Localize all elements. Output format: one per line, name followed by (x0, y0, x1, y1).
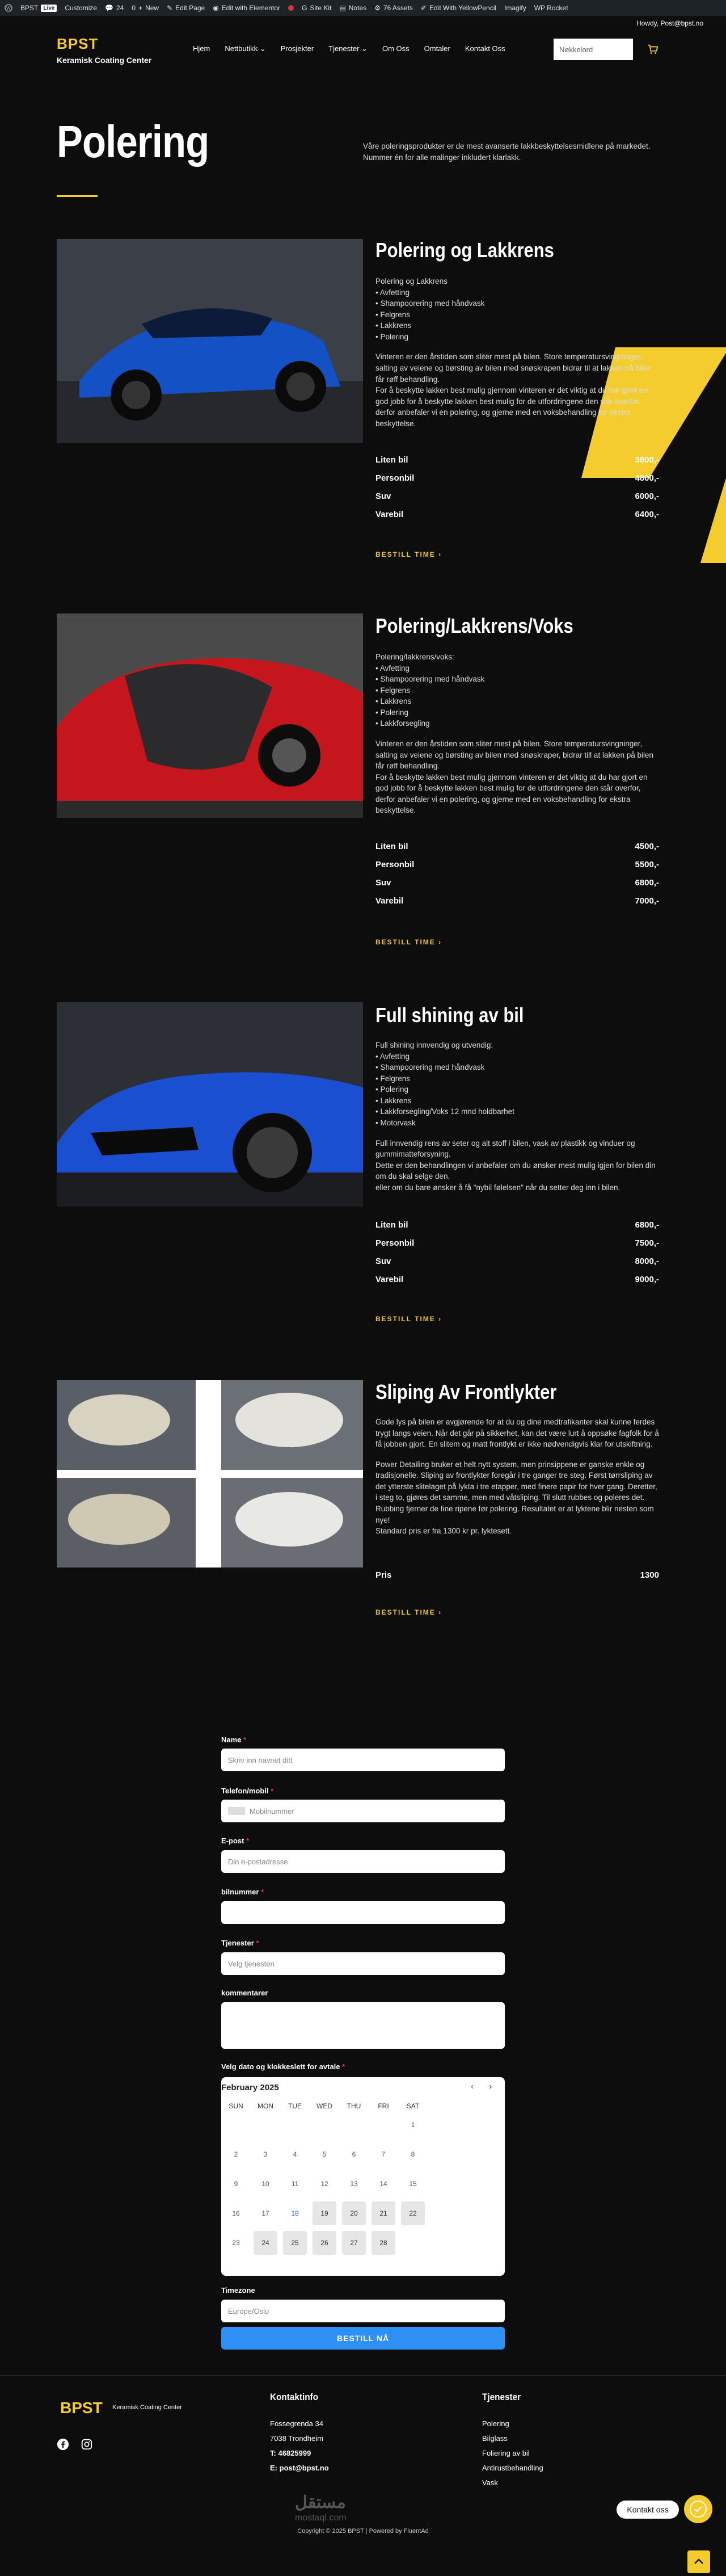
reg-label: bilnummer * (221, 1888, 264, 1896)
price-row: Varebil 6400,- (375, 509, 659, 519)
nav-item-nettbutikk[interactable]: Nettbutikk ⌄ (225, 44, 266, 53)
calendar-empty-cell (224, 2113, 248, 2137)
admin-new-link[interactable]: 0 + New (132, 4, 159, 12)
footer-service-link[interactable]: Foliering av bil (482, 2449, 530, 2457)
product-body: Vinteren er den årstiden som sliter mest på bilen. Store temperatursvingninger, salting av veiene og børsting av bilen med snøskrapen bidrar til at lakken på bilen får røff behandling. For å beskytte lakken best mulig gjennom vinteren er det viktig at du har gjort en god jobb for å beskytte lakken best mulig for de utfordringene den står overfor, derfor anbefaler vi en polering, og gjerne med en voksbehandling for ekstra beskyttelse. (375, 352, 652, 428)
plus-icon: + (138, 4, 143, 12)
price-row: Personbil 7500,- (375, 1238, 659, 1248)
admin-sitekit-link[interactable]: G Site Kit (302, 4, 332, 12)
phone-label: Telefon/mobil * (221, 1787, 274, 1795)
cart-icon[interactable] (647, 43, 659, 56)
footer-logo[interactable]: BPST (60, 2399, 103, 2417)
live-badge: Live (41, 5, 57, 12)
comment-icon: 💬 (105, 4, 113, 12)
comment-textarea[interactable] (221, 2002, 505, 2049)
price-row: Varebil 7000,- (375, 896, 659, 906)
chevron-down-icon: ⌄ (259, 44, 266, 53)
price-row: Liten bil 4500,- (375, 841, 659, 851)
calendar-day: 1 (411, 2121, 415, 2129)
product-title: Polering og Lakkrens (375, 238, 554, 262)
calendar-day: 14 (379, 2180, 387, 2188)
admin-yellowpencil-link[interactable]: ✐ Edit With YellowPencil (420, 4, 497, 12)
nav-item-prosjekter[interactable]: Prosjekter (280, 44, 314, 53)
calendar-day: 9 (234, 2180, 238, 2188)
elementor-icon: ◉ (213, 4, 219, 12)
calendar-day[interactable]: 24 (254, 2231, 277, 2255)
phone-field[interactable]: Mobilnummer (221, 1800, 505, 1822)
footer-service-link[interactable]: Bilglass (482, 2434, 508, 2443)
price-row: Pris 1300 (375, 1570, 659, 1580)
price-row: Suv 6000,- (375, 491, 659, 501)
calendar-day: 4 (293, 2150, 297, 2158)
calendar-day[interactable]: 26 (313, 2231, 336, 2255)
calendar-days (221, 2110, 505, 2258)
product-image-full-shining (57, 1002, 363, 1207)
product-title: Sliping Av Frontlykter (375, 1380, 557, 1403)
product-image-polering (57, 239, 363, 443)
calendar-day[interactable]: 20 (342, 2201, 366, 2225)
flag-dropdown[interactable] (228, 1807, 245, 1815)
calendar-day: 12 (320, 2180, 328, 2188)
calendar-day: 17 (261, 2209, 269, 2217)
calendar-day: 7 (381, 2150, 386, 2158)
nav-item-hjem[interactable]: Hjem (193, 44, 210, 53)
admin-notes-link[interactable]: ▤ Notes (339, 4, 367, 12)
copyright: Copyright © 2025 BPST | Powered by FluentAd (297, 2528, 429, 2535)
product-intro: Gode lys på bilen er avgjørende for at du og dine medtrafikanter skal kunne ferdes trygt langs veien. Når det går på sikkerhet, kan det være lurt å oppsøke fagfolk for å få jobben gjort. En slitem og matt frontlykt er ikke nødvendigvis klar for utskiftning. (375, 1418, 659, 1449)
product-image-frontlykter (57, 1380, 363, 1585)
calendar-month: February 2025 (221, 2083, 279, 2092)
product-description (375, 1417, 659, 1546)
pencil-icon: ✎ (167, 4, 173, 12)
calendar-weekdays: SUN MON TUE WED THU FRI SAT (229, 2102, 420, 2110)
calendar-day[interactable]: 27 (342, 2231, 366, 2255)
footer-service-link[interactable]: Vask (482, 2478, 498, 2487)
product-description (375, 652, 659, 825)
timezone-label: Timezone (221, 2286, 255, 2295)
calendar-day[interactable]: 22 (401, 2201, 425, 2225)
footer-service-link[interactable]: Antirustbehandling (482, 2464, 543, 2472)
admin-howdy[interactable]: Howdy, Post@bpst.no (636, 19, 703, 27)
product-description (375, 1040, 659, 1202)
watermark-logo: مستقل (295, 2493, 346, 2512)
timezone-select[interactable]: Europe/Oslo (221, 2300, 505, 2322)
facebook-icon[interactable] (57, 2438, 69, 2453)
watermark-text: mostaql.com (295, 2513, 347, 2523)
chat-icon[interactable] (684, 2495, 712, 2523)
notes-icon: ▤ (339, 4, 346, 12)
footer-divider (0, 2375, 726, 2376)
email-label: E-post * (221, 1837, 250, 1845)
calendar-day[interactable]: 25 (283, 2231, 307, 2255)
wp-logo-icon[interactable] (5, 4, 12, 12)
admin-assets-link[interactable]: ⚙ 76 Assets (374, 4, 413, 12)
calendar-day: 11 (291, 2180, 299, 2188)
calendar-empty-cell (372, 2113, 395, 2137)
footer-phone[interactable]: 46825999 (278, 2449, 311, 2457)
calendar-widget (221, 2077, 505, 2276)
product-feature-list: Polering/lakkrens/voks: • Avfetting • Shampoorering med håndvask • Felgrens • Lakkrens • Polering • Lakkforsegling (375, 653, 485, 728)
product-title: Polering/Lakkrens/Voks (375, 614, 573, 637)
service-select[interactable]: Velg tjenesten (221, 1952, 505, 1975)
calendar-day: 3 (263, 2150, 268, 2158)
product-image-voks (57, 613, 363, 818)
product-title: Full shining av bil (375, 1003, 524, 1027)
price-row: Personbil 4800,- (375, 473, 659, 483)
name-label: Name * (221, 1735, 247, 1744)
price-row: Liten bil 3800,- (375, 455, 659, 465)
prev-month-icon[interactable]: ‹ (471, 2082, 474, 2091)
calendar-day: 6 (352, 2150, 356, 2158)
site-logo[interactable]: BPST (57, 35, 99, 52)
page-title: Polering (57, 116, 209, 167)
price-table (375, 1566, 659, 1584)
submit-button[interactable]: BESTILL NÅ (221, 2327, 505, 2350)
nav-item-om-oss[interactable]: Om Oss (382, 44, 410, 53)
svg-text:W: W (6, 6, 11, 11)
title-underline (57, 195, 98, 197)
product-body: Power Detailing bruker et helt nytt system, men prinsippene er ganske enkle og tradisjonelle. Sliping av frontlykter foregår i tre ganger tre steg. Først tørrsliping av det ytterste slitelaget på lykta i tre etapper, med finere papir for hver gang. Deretter, i steg to, gjøres det samme, men med våtsliping. Til slutt rubbes og poleres det. Rubbing fjerner de fine ripene før polering. Resultatet er at lyktene blir nesten som nye! Standard pris er fra 1300 kr pr. lyktesett. (375, 1460, 657, 1536)
footer-services-title: Tjenester (482, 2392, 521, 2402)
admin-elementor-link[interactable]: ◉ Edit with Elementor (213, 4, 281, 12)
calendar-day: 15 (409, 2180, 417, 2188)
calendar-day: 13 (350, 2180, 358, 2188)
book-button[interactable]: BESTILL TIME › (375, 1315, 442, 1323)
admin-site-link[interactable]: BPST Live (20, 4, 57, 12)
status-dot-icon (288, 5, 294, 11)
calendar-empty-cell (313, 2113, 336, 2137)
book-button[interactable]: BESTILL TIME › (375, 551, 442, 558)
book-button[interactable]: BESTILL TIME › (375, 938, 442, 946)
admin-red-dot[interactable] (288, 5, 294, 11)
site-logo-subtitle: Keramisk Coating Center (57, 56, 152, 65)
email-field[interactable]: Din e-postadresse (221, 1850, 505, 1873)
instagram-icon[interactable] (81, 2438, 93, 2453)
hero-description: Våre poleringsprodukter er de mest avanserte lakkbeskyttelsesmidlene på markedet. Nummer én for alle malinger inkludert klarlakk. (363, 142, 651, 162)
price-table (375, 1216, 659, 1288)
calendar-day[interactable]: 21 (372, 2201, 395, 2225)
admin-customize-link[interactable]: Customize (65, 4, 98, 12)
nav-item-kontakt-oss[interactable]: Kontakt Oss (465, 44, 505, 53)
price-row: Liten bil 6800,- (375, 1220, 659, 1230)
calendar-day: 23 (232, 2239, 240, 2247)
scroll-to-top-icon[interactable] (687, 2550, 710, 2573)
product-body: Full innvendig rens av seter og alt stoff i bilen, vask av plastikk og vinduer og gummimatteforsyning. Dette er den behandlingen vi anbefaler om du ønsker mest mulig igjen for bilen din om du skal selge den, eller om du bare ønsker å få "nybil følelsen" når du setter deg inn i bilen. (375, 1138, 656, 1192)
price-row: Varebil 9000,- (375, 1274, 659, 1284)
admin-wprocket-link[interactable]: WP Rocket (534, 4, 568, 12)
service-label: Tjenester * (221, 1939, 259, 1947)
yellowpencil-icon: ✐ (420, 4, 427, 12)
nav-item-tjenester[interactable]: Tjenester ⌄ (328, 44, 368, 53)
footer-email[interactable]: post@bpst.no (279, 2464, 329, 2472)
product-description (375, 276, 659, 438)
product-body: Vinteren er den årstiden som sliter mest på bilen. Store temperatursvingninger, salting av veiene og børsting av bilen med snøskraper, bidrar till at lakken på bilen får røff behandling. For å beskytte lakken best mulig gjennom vinteren er det viktig at du har gjort en god jobb for å beskytte lakken best mulig for de utfordringene den står overfor, derfor anbefaler vi en polering, og gjerne med en voksbehandling for ekstra beskyttelse. (375, 739, 654, 815)
wp-admin-bar (0, 0, 726, 16)
calendar-empty-cell (254, 2113, 277, 2137)
product-feature-list: Full shining innvendig og utvendig: • Avfetting • Shampoorering med håndvask • Felgrens • Polering • Lakkrens • Lakkforsegling/Voks 12 mnd holdbarhet • Motorvask (375, 1041, 514, 1127)
price-row: Suv 6800,- (375, 877, 659, 888)
calendar-day[interactable]: 28 (372, 2231, 395, 2255)
search-input[interactable]: Nøkkelord (554, 39, 633, 60)
date-label: Velg dato og klokkeslett for avtale * (221, 2062, 345, 2071)
calendar-day: 16 (232, 2209, 240, 2217)
calendar-empty-cell (283, 2113, 307, 2137)
calendar-day: 18 (291, 2209, 299, 2217)
nav-item-omtaler[interactable]: Omtaler (424, 44, 450, 53)
comment-label: kommentarer (221, 1989, 268, 1997)
calendar-empty-cell (342, 2113, 366, 2137)
admin-imagify-link[interactable]: Imagify (504, 4, 526, 12)
next-month-icon[interactable]: › (489, 2082, 492, 2091)
chat-button[interactable]: Kontakt oss (617, 2501, 679, 2519)
reg-number-field[interactable] (221, 1901, 505, 1924)
footer-contact-title: Kontaktinfo (270, 2392, 318, 2402)
price-table (375, 451, 659, 523)
footer-service-link[interactable]: Polering (482, 2419, 509, 2428)
price-row: Suv 8000,- (375, 1256, 659, 1266)
calendar-day[interactable]: 19 (313, 2201, 336, 2225)
google-icon: G (302, 4, 307, 12)
admin-comments-link[interactable]: 💬 24 (105, 4, 124, 12)
footer-contact-info: Fossegrenda 34 7038 Trondheim T: 46825999 E: post@bpst.no (270, 2419, 329, 2472)
book-button[interactable]: BESTILL TIME › (375, 1608, 442, 1616)
calendar-day: 5 (322, 2150, 327, 2158)
main-nav (193, 44, 505, 53)
admin-edit-page-link[interactable]: ✎ Edit Page (167, 4, 205, 12)
assets-icon: ⚙ (374, 4, 381, 12)
footer-logo-subtitle: Keramisk Coating Center (112, 2404, 182, 2411)
footer-services-list (482, 2417, 543, 2490)
name-field[interactable]: Skriv inn navnet ditt (221, 1749, 505, 1771)
product-feature-list: Polering og Lakkrens • Avfetting • Shampoorering med håndvask • Felgrens • Lakkrens • Polering (375, 277, 485, 341)
price-table (375, 837, 659, 910)
calendar-day: 8 (411, 2150, 415, 2158)
chevron-down-icon: ⌄ (361, 44, 368, 53)
calendar-day: 2 (234, 2150, 238, 2158)
price-row: Personbil 5500,- (375, 859, 659, 869)
calendar-day: 10 (261, 2180, 269, 2188)
